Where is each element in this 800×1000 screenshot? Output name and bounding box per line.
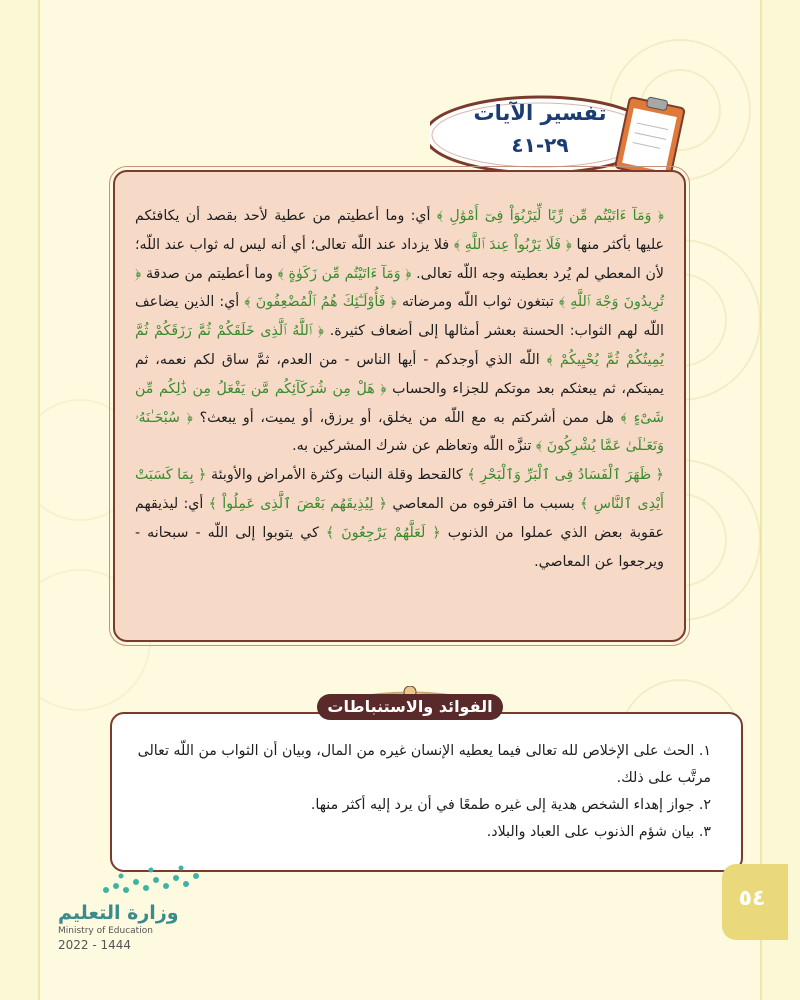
verse-range: ٢٩-٤١ [511, 133, 569, 157]
quran-verse: ﴿ تُرِيدُونَ وَجْهَ ٱللَّهِ ﴾ [135, 265, 665, 311]
benefits-header [305, 686, 515, 726]
tafsir-paragraph-2 [135, 461, 664, 576]
tafsir-text: أي: الذين يضاعف اللّه لهم الثواب: الحسنة بعشر أمثالها إلى أضعاف كثيرة. [135, 294, 664, 340]
tafsir-text: فلا يزداد عند اللّه تعالى؛ أي أنه ليس له ثواب عند اللّه؛ لأن المعطي لم يُرد بعطيته وجه اللّه تعالى. [135, 236, 664, 282]
quran-verse: ﴿ ظَهَرَ ٱلْفَسَادُ فِى ٱلْبَرِّ وَٱلْبَحْرِ ﴾ [467, 467, 664, 484]
tafsir-text: كي يتوبوا إلى اللّه - سبحانه - ويرجعوا عن المعاصي. [135, 524, 664, 570]
tafsir-text: هل ممن أشركتم به مع اللّه من يخلق، أو يرزق، أو يميت، أو يبعث؟ [192, 409, 621, 426]
quran-verse: ﴿ فَلَا يَرْبُواْ عِندَ ٱللَّهِ ﴾ [453, 236, 572, 253]
page-title: تفسير الآيات [473, 101, 607, 125]
tafsir-text: اللّه الذي أوجدكم - أيها الناس - من العدم، ثمَّ ساق لكم نعمه، ثم يميتكم، ثم يبعثكم بعد موتكم للجزاء والحساب [135, 351, 664, 397]
quran-verse: ﴿ وَمَآ ءَاتَيْتُم مِّن رِّبًا لِّيَرْبُوَاْ فِىٓ أَمْوَٰلِ ﴾ [436, 208, 664, 224]
tafsir-text: بسبب ما اقترفوه من المعاصي [387, 495, 581, 512]
ministry-name-en: Ministry of Education [58, 926, 153, 936]
quran-verse: ﴿ هَلْ مِن شُرَكَآئِكُم مَّن يَفْعَلُ مِن ذَٰلِكُم مِّن شَىْءٍ ﴾ [135, 380, 664, 426]
tafsir-text: كالقحط وقلة النبات وكثرة الأمراض والأوبئة [206, 467, 468, 484]
page-number-tab [722, 864, 788, 940]
benefit-item-1: ١. الحث على الإخلاص لله تعالى فيما يعطيه الإنسان غيره من المال، وبيان أن الثواب من اللّه تعالى مرتَّب على ذلك. [137, 743, 711, 786]
quran-verse: ﴿ لَعَلَّهُمْ يَرْجِعُونَ ﴾ [325, 524, 441, 541]
quran-verse: ﴿ سُبْحَـٰنَهُۥ وَتَعَـٰلَىٰ عَمَّا يُشْرِكُونَ ﴾ [135, 409, 664, 455]
benefit-item-3: ٣. بيان شؤم الذنوب على العباد والبلاد. [486, 824, 711, 840]
quran-verse: ﴿ ٱللَّهُ ٱلَّذِى خَلَقَكُمْ ثُمَّ رَزَقَكُمْ ثُمَّ يُمِيتُكُمْ ثُمَّ يُحْيِيكُمْ ﴾ [135, 323, 664, 368]
tafsir-text: وما أعطيتم من صدقة [141, 265, 278, 282]
section-header [430, 95, 700, 175]
benefits-title: الفوائد والاستنباطات [317, 694, 503, 720]
tafsir-text: أي: ليذيقهم عقوبة بعض الذي عملوا من الذنوب [135, 495, 664, 541]
benefits-box [110, 712, 743, 872]
quran-verse: ﴿ بِمَا كَسَبَتْ أَيْدِى ٱلنَّاسِ ﴾ [135, 467, 664, 512]
tafsir-text: أي: وما أعطيتم من عطية لأحد بقصد أن يكافئكم عليها بأكثر منها [135, 208, 664, 253]
quran-verse: ﴿ وَمَآ ءَاتَيْتُم مِّن زَكَوٰةٍ ﴾ [277, 265, 412, 282]
benefit-item-2: ٢. جواز إهداء الشخص هدية إلى غيره طمعًا في أن يرد إليه أكثر منها. [310, 797, 711, 813]
ministry-year: 2022 - 1444 [58, 938, 132, 952]
tafsir-text: تبتغون ثواب اللّه ومرضاته [396, 294, 559, 311]
page-number: ٥٤ [738, 886, 766, 911]
tafsir-box [113, 170, 686, 642]
ministry-dots-icon [96, 860, 206, 900]
quran-verse: ﴿ لِيُذِيقَهُم بَعْضَ ٱلَّذِى عَمِلُواْ ﴾ [208, 495, 388, 512]
tafsir-text: تنزَّه اللّه وتعاظم عن شرك المشركين به. [292, 438, 536, 455]
tafsir-paragraph-1 [135, 202, 664, 461]
ministry-name-ar: وزارة التعليم [58, 902, 179, 924]
quran-verse: ﴿ فَأُوْلَـٰٓئِكَ هُمُ ٱلْمُضْعِفُونَ ﴾ [244, 294, 397, 311]
ministry-logo [56, 860, 216, 960]
